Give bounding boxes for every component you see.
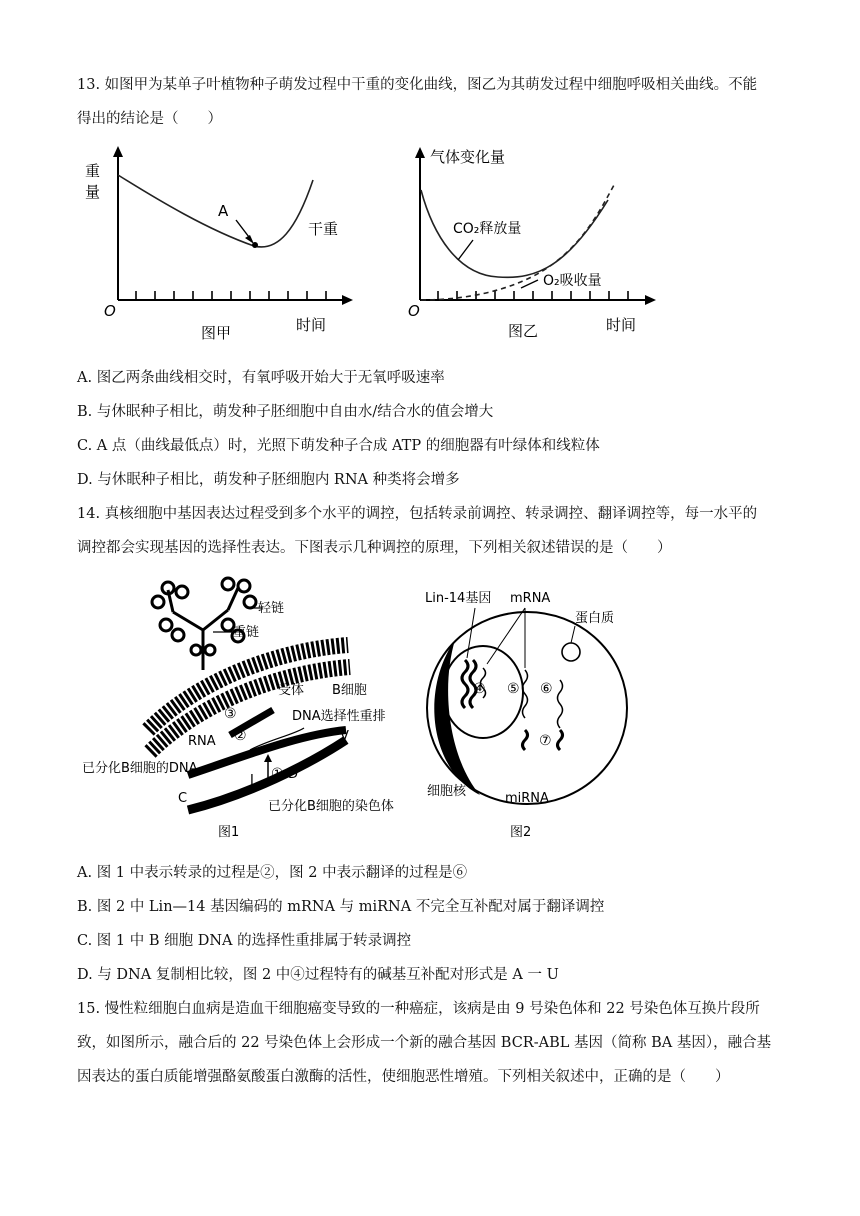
q14-option-c: C. 图 1 中 B 细胞 DNA 的选择性重排属于转录调控 xyxy=(77,933,412,949)
fig2-protein-label: 蛋白质 xyxy=(575,611,615,626)
cell-dark-edge xyxy=(434,640,480,795)
fig1-chromosome-label: 已分化B细胞的染色体 xyxy=(268,799,394,814)
fig1-receptor-label: 受体 xyxy=(278,683,305,698)
fig2-n4: ④ xyxy=(473,681,486,697)
mirna-strand xyxy=(523,730,528,750)
yi-origin: O xyxy=(408,302,420,320)
yi-ticks xyxy=(438,291,628,300)
q15-line1: 15. 慢性粒细胞白血病是造血干细胞癌变导致的一种癌症，该病是由 9 号染色体和 22 号染色体互换片段所 xyxy=(77,1001,760,1017)
q14-option-a: A. 图 1 中表示转录的过程是②，图 2 中表示翻译的过程是⑥ xyxy=(77,865,468,881)
jia-point-a-label: A xyxy=(218,202,229,220)
fig1-light-chain-label: 轻链 xyxy=(258,601,285,616)
jia-ylabel-1: 重 xyxy=(85,162,101,180)
fig1-diff-dna-label: 已分化B细胞的DNA xyxy=(82,761,198,776)
q13-option-a: A. 图乙两条曲线相交时，有氧呼吸开始大于无氧呼吸速率 xyxy=(77,370,445,386)
jia-curve-label: 干重 xyxy=(308,220,339,238)
figure-jia xyxy=(78,140,368,345)
fig2-mrna-label: mRNA xyxy=(510,591,551,606)
fig1-v-label: V xyxy=(340,729,349,744)
fig1-c-label: C xyxy=(178,791,188,806)
yi-o2-label: O₂吸收量 xyxy=(543,273,602,289)
q14-stem-line2: 调控都会实现基因的选择性表达。下图表示几种调控的原理，下列相关叙述错误的是（ ） xyxy=(77,540,672,556)
fig2-nucleus-label: 细胞核 xyxy=(427,784,467,799)
fig2-mirna-label: miRNA xyxy=(505,791,549,806)
yi-o2-pointer xyxy=(521,280,538,288)
q14-option-b: B. 图 2 中 Lin—14 基因编码的 mRNA 与 miRNA 不完全互补配对属于翻译调控 xyxy=(77,899,605,915)
fig2-gene-label: Lin-14基因 xyxy=(425,591,492,606)
fig1-d-label: D xyxy=(288,767,299,782)
q13-option-c: C. A 点（曲线最低点）时，光照下萌发种子合成 ATP 的细胞器有叶绿体和线粒体 xyxy=(77,438,600,454)
jia-xlabel: 时间 xyxy=(296,316,327,334)
fig1-rearrange-label: DNA选择性重排 xyxy=(292,709,386,724)
yi-x-arrow xyxy=(645,295,656,305)
yi-co2-pointer xyxy=(458,240,473,260)
antibody-structure xyxy=(152,578,256,670)
fig1-j-label: J xyxy=(250,773,254,788)
ribosome xyxy=(562,643,580,661)
mrna-with-protein xyxy=(558,680,563,728)
jia-y-arrow xyxy=(113,146,123,157)
yi-y-arrow xyxy=(415,147,425,158)
fig1-n3: ③ xyxy=(224,706,237,722)
jia-dry-weight-curve xyxy=(118,175,313,247)
yi-caption: 图乙 xyxy=(508,322,539,340)
jia-caption: 图甲 xyxy=(201,324,232,342)
fig2-n6: ⑥ xyxy=(540,681,553,697)
q13-stem-line1: 13. 如图甲为某单子叶植物种子萌发过程中干重的变化曲线，图乙为其萌发过程中细胞呼吸相关曲线。不能 xyxy=(77,77,758,93)
jia-ticks xyxy=(136,291,326,300)
figure-2 xyxy=(415,580,645,842)
yi-ylabel: 气体变化量 xyxy=(430,148,506,166)
fig2-caption: 图2 xyxy=(510,825,532,840)
jia-x-arrow xyxy=(342,295,353,305)
q13-option-b: B. 与休眠种子相比，萌发种子胚细胞中自由水/结合水的值会增大 xyxy=(77,404,494,420)
figure-1 xyxy=(78,570,418,842)
fig1-caption: 图1 xyxy=(218,825,240,840)
q14-stem-line1: 14. 真核细胞中基因表达过程受到多个水平的调控，包括转录前调控、转录调控、翻译调控等，每一水平的 xyxy=(77,506,758,522)
dna-coil xyxy=(462,660,468,708)
figure-yi xyxy=(398,140,660,345)
q13-option-d: D. 与休眠种子相比，萌发种子胚细胞内 RNA 种类将会增多 xyxy=(77,472,460,488)
jia-ylabel-2: 量 xyxy=(85,183,101,201)
fig2-n7: ⑦ xyxy=(539,733,552,749)
fig1-n1: ① xyxy=(271,766,284,782)
fig1-rna-label: RNA xyxy=(188,734,216,749)
yi-co2-label: CO₂释放量 xyxy=(453,221,522,237)
fig1-bcell-label: B细胞 xyxy=(332,683,367,698)
yi-xlabel: 时间 xyxy=(606,316,637,334)
fig2-n5: ⑤ xyxy=(507,681,520,697)
q15-line3: 因表达的蛋白质能增强酪氨酸蛋白激酶的活性，使细胞恶性增殖。下列相关叙述中，正确的是（ ） xyxy=(77,1069,730,1085)
q14-option-d: D. 与 DNA 复制相比较，图 2 中④过程特有的碱基互补配对形式是 A 一 U xyxy=(77,967,559,983)
jia-origin: O xyxy=(104,302,116,320)
q15-line2: 致，如图所示，融合后的 22 号染色体上会形成一个新的融合基因 BCR-ABL 基因（简称 BA 基因），融合基 xyxy=(77,1035,772,1051)
fig1-heavy-chain-label: 重链 xyxy=(233,625,260,640)
q13-stem-line2: 得出的结论是（ ） xyxy=(77,111,222,127)
fig1-n2: ② xyxy=(234,728,247,744)
